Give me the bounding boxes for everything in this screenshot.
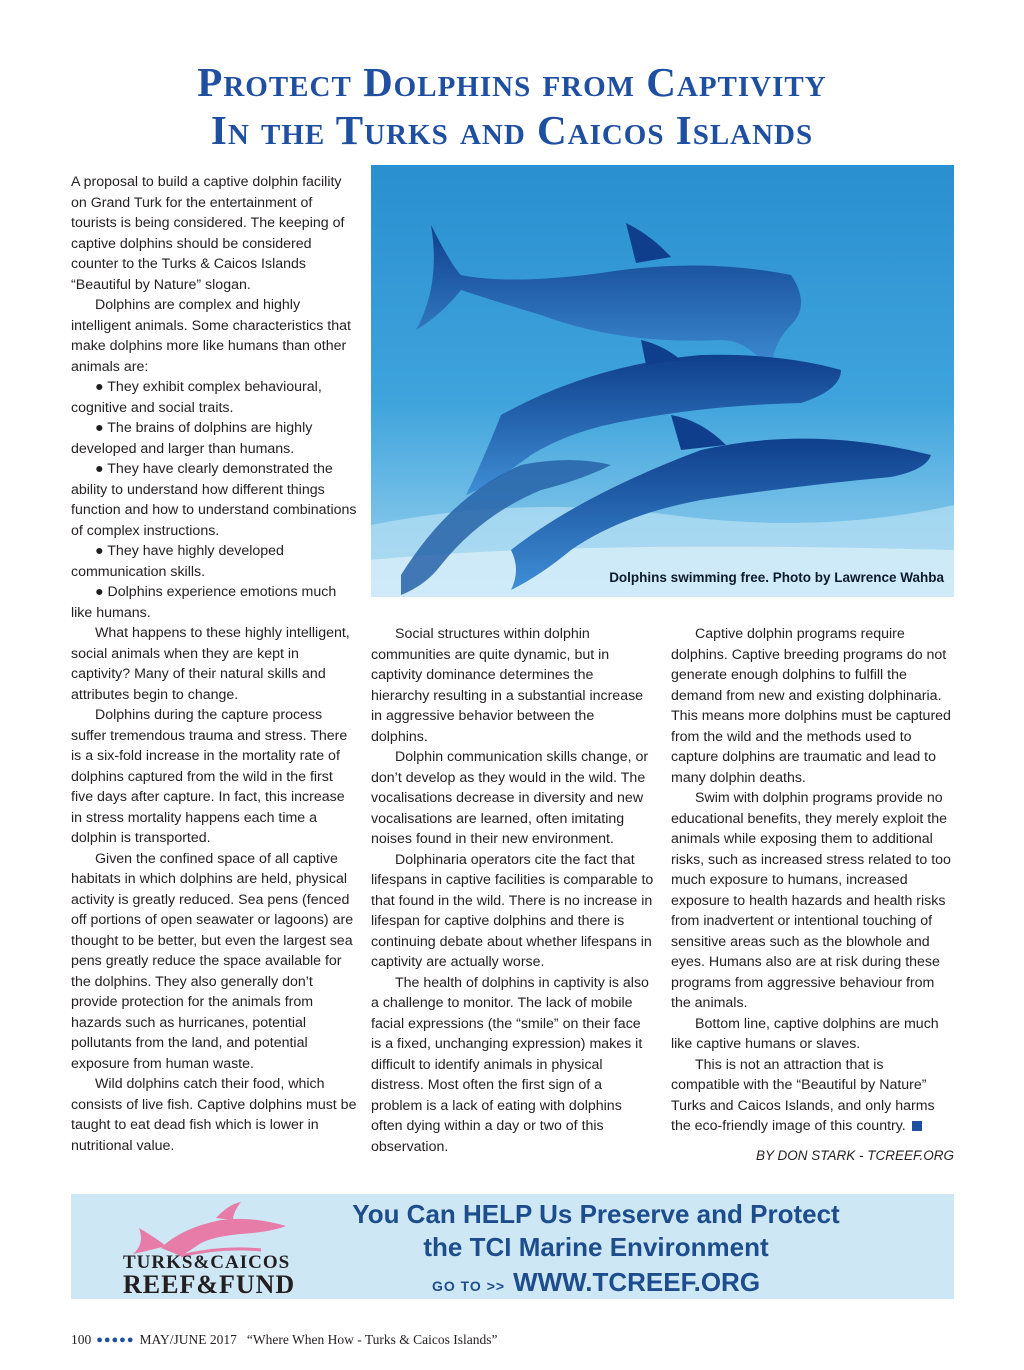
bullet-text: Dolphins experience emotions much like humans. xyxy=(71,584,337,621)
logo-text: REEF&FUND xyxy=(123,1270,296,1299)
paragraph: What happens to these highly intelligent, social animals when they are kept in captivity? Many of their natural skills and attributes begin to change. xyxy=(71,625,350,703)
paragraph xyxy=(671,1055,956,1137)
paragraph: Social structures within dolphin communities are quite dynamic, but in captivity dominance determines the hierarchy resulting in a substantial increase in aggressive behavior between the dolphins. xyxy=(371,626,644,745)
banner-headline-2: the TCI Marine Environment xyxy=(423,1232,769,1262)
paragraph: Wild dolphins catch their food, which consists of live fish. Captive dolphins must be taught to eat dead fish which is lower in nutritional value. xyxy=(71,1076,357,1154)
banner-headline-1: You Can HELP Us Preserve and Protect xyxy=(352,1199,840,1229)
banner-text xyxy=(326,1194,866,1305)
paragraph: Dolphinaria operators cite the fact that lifespans in captive facilities is comparable to that found in the wild. There is no increase in lifespan for captive dolphins and there is continuing debate about whether lifespans in captivity are actually worse. xyxy=(371,851,654,970)
article-column-2 xyxy=(371,624,654,1157)
promo-banner[interactable] xyxy=(71,1194,954,1299)
bullet-item: ● Dolphins experience emotions much like humans. xyxy=(71,584,337,621)
byline: BY DON STARK - TCREEF.ORG xyxy=(755,1148,954,1163)
article-column-1 xyxy=(71,172,357,1156)
paragraph: The health of dolphins in captivity is also a challenge to monitor. The lack of mobile facial expressions (the “smile” on their face is a fixed, unchanging expression) makes it difficult to identify animals in physical distress. Most often the first sign of a problem is a lack of eating with dolphins often dying within a day or two of this observation. xyxy=(371,974,649,1155)
paragraph-text: This is not an attraction that is compatible with the “Beautiful by Nature” Turks and Caicos Islands, and only harms the eco-friendly image of this country. xyxy=(671,1056,935,1134)
article-title xyxy=(60,58,964,154)
bullet-item: ● The brains of dolphins are highly developed and larger than humans. xyxy=(71,420,313,457)
title-line-1: Protect Dolphins from Captivity xyxy=(197,59,827,105)
paragraph: Dolphins are complex and highly intelligent animals. Some characteristics that make dolphins more like humans than other animals are: xyxy=(71,297,351,375)
bullet-item: ● They have clearly demonstrated the ability to understand how different things function and how to understand combinations of complex instructions. xyxy=(71,461,357,539)
title-line-2: In the Turks and Caicos Islands xyxy=(210,107,814,153)
paragraph: Given the confined space of all captive habitats in which dolphins are held, physical activity is greatly reduced. Sea pens (fenced off portions of open seawater or lagoons) are thought to be better, but even the largest sea pens greatly reduce the space available for the dolphins. They also generally don’t provide protection for the animals from hazards such as hurricanes, potential pollutants from the land, and potential exposure from human waste. xyxy=(71,850,354,1072)
photo-caption: Dolphins swimming free. Photo by Lawrence Wahba xyxy=(609,570,944,585)
paragraph: Captive dolphin programs require dolphins. Captive breeding programs do not generate enough dolphins to fulfill the demand from new and existing dolphinaria. This means more dolphins must be captured from the wild and the methods used to capture dolphins are traumatic and lead to many dolphin deaths. xyxy=(671,626,951,786)
dolphins-illustration xyxy=(371,165,954,597)
goto-label: GO TO >> xyxy=(431,1278,506,1294)
paragraph: Dolphin communication skills change, or don’t develop as they would in the wild. The vocalisations decrease in diversity and new vocalisations are learned, often imitating noises found in their new environment. xyxy=(371,749,649,847)
website-link[interactable]: WWW.TCREEF.ORG xyxy=(513,1267,761,1297)
banner-cta xyxy=(326,1264,866,1305)
article-column-3 xyxy=(671,624,956,1137)
logo-text: TURKS&CAICOS xyxy=(123,1252,291,1273)
paragraph: Bottom line, captive dolphins are much like captive humans or slaves. xyxy=(671,1015,939,1052)
issue-date: MAY/JUNE 2017 xyxy=(139,1332,237,1347)
end-mark-icon xyxy=(912,1121,922,1131)
footer-dots: ●●●●● xyxy=(96,1334,135,1346)
bullet-text: They exhibit complex behavioural, cognitive and social traits. xyxy=(71,379,322,416)
bullet-item: ● They have highly developed communication skills. xyxy=(71,543,284,580)
bullet-text: They have highly developed communication skills. xyxy=(71,543,284,580)
reef-fund-logo xyxy=(121,1198,301,1299)
bullet-item: ● They exhibit complex behavioural, cognitive and social traits. xyxy=(71,379,322,416)
paragraph: A proposal to build a captive dolphin facility on Grand Turk for the entertainment of tourists is being considered. The keeping of captive dolphins should be considered counter to the Turks & Caicos Islands “Beautiful by Nature” slogan. xyxy=(71,174,345,293)
dolphin-logo-icon xyxy=(121,1198,301,1258)
page-number: 100 xyxy=(71,1332,92,1347)
paragraph: Dolphins during the capture process suffer tremendous trauma and stress. There is a six-fold increase in the mortality rate of dolphins captured from the wild in the first five days after capture. In fact, this increase in stress mortality happens each time a dolphin is transported. xyxy=(71,707,348,846)
bullet-text: They have clearly demonstrated the ability to understand how different things function and how to understand combinations of complex instructions. xyxy=(71,461,357,539)
bullet-text: The brains of dolphins are highly developed and larger than humans. xyxy=(71,420,313,457)
page-footer xyxy=(71,1332,497,1348)
paragraph: Swim with dolphin programs provide no educational benefits, they merely exploit the animals while exposing them to additional risks, such as increased stress related to too much exposure to humans, increased exposure to health hazards and health risks from inadvertent or intentional touching of sensitive areas such as the blowhole and eyes. Humans also are at risk during these programs from aggressive behaviour from the animals. xyxy=(671,790,951,1011)
dolphin-photo xyxy=(371,165,954,597)
publication-name: “Where When How - Turks & Caicos Islands” xyxy=(246,1332,498,1347)
